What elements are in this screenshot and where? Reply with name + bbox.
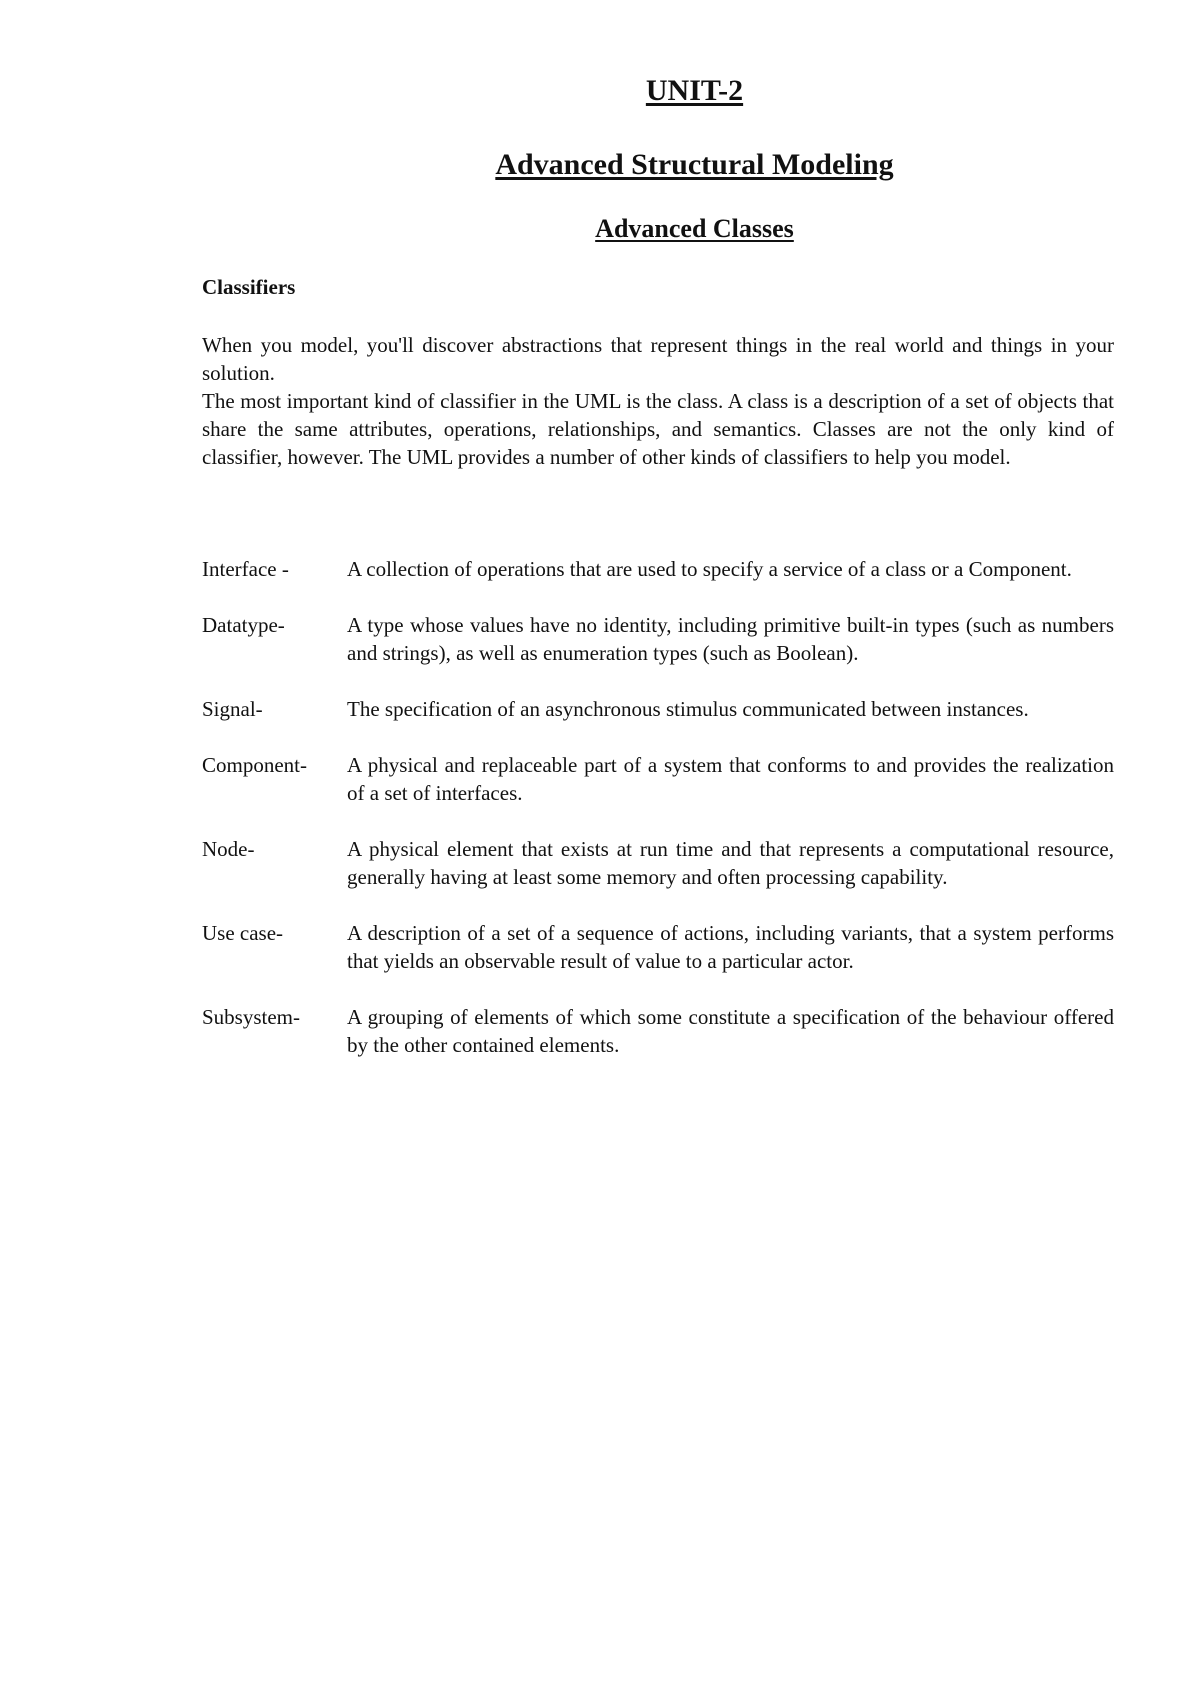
definition-term: Component-: [202, 753, 307, 777]
unit-title: UNIT-2: [645, 74, 744, 107]
definition-row: [202, 611, 1114, 667]
definition-description: A collection of operations that are used to specify a service of a class or a Component.: [347, 557, 1072, 581]
definition-term: Interface -: [202, 557, 289, 581]
definition-description: A physical and replaceable part of a system that conforms to and provides the realization of a set of interfaces.: [347, 753, 1114, 805]
subheading-classifiers: Classifiers: [202, 275, 296, 299]
definition-row: [202, 835, 1114, 891]
definition-term: Signal-: [202, 697, 263, 721]
definition-term: Node-: [202, 837, 255, 861]
definition-description: A physical element that exists at run time and that represents a computational resource, generally having at least some memory and often processing capability.: [347, 837, 1114, 889]
definition-row: [202, 555, 1114, 583]
section-title: Advanced Classes: [595, 214, 794, 243]
classifier-definitions-list: [202, 555, 1114, 1087]
definition-term: Datatype-: [202, 613, 285, 637]
definition-description: The specification of an asynchronous stimulus communicated between instances.: [347, 697, 1029, 721]
definition-row: [202, 919, 1114, 975]
definition-description: A type whose values have no identity, including primitive built-in types (such as numbers and strings), as well as enumeration types (such as Boolean).: [347, 613, 1114, 665]
intro-paragraph-1: When you model, you'll discover abstractions that represent things in the real world and things in your solution.: [202, 333, 1114, 385]
definition-row: [202, 695, 1114, 723]
definition-description: A description of a set of a sequence of actions, including variants, that a system performs that yields an observable result of value to a particular actor.: [347, 921, 1114, 973]
definition-term: Use case-: [202, 921, 284, 945]
definition-description: A grouping of elements of which some constitute a specification of the behaviour offered by the other contained elements.: [347, 1005, 1114, 1057]
intro-paragraph-2: The most important kind of classifier in the UML is the class. A class is a description of a set of objects that share the same attributes, operations, relationships, and semantics. Classes are not the only kind of classifier, however. The UML provides a number of other kinds of classifiers to help you model.: [202, 389, 1114, 469]
chapter-title: Advanced Structural Modeling: [495, 148, 894, 181]
definition-row: [202, 751, 1114, 807]
definition-row: [202, 1003, 1114, 1059]
definition-term: Subsystem-: [202, 1005, 301, 1029]
